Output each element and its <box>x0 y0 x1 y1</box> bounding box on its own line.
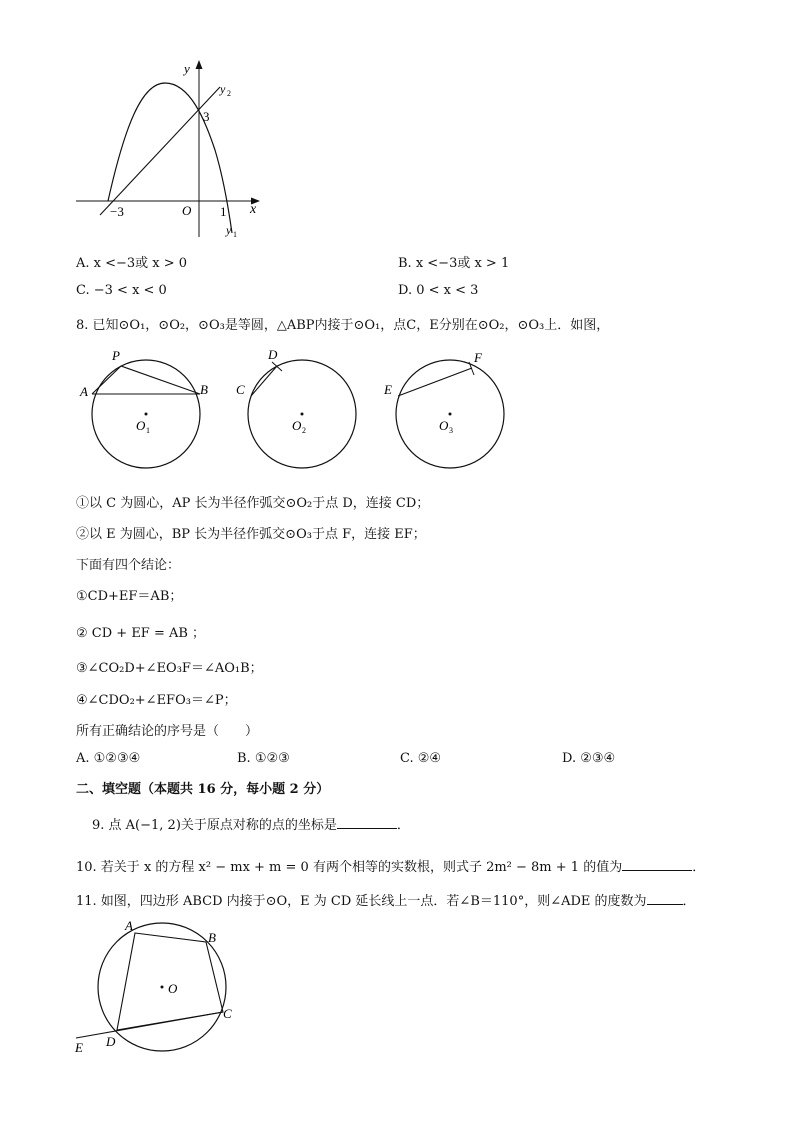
q11-text: 11. 如图，四边形 ABCD 内接于⊙O，E 为 CD 延长线上一点．若∠B＝110°，则∠ADE 的度数为 <box>76 894 647 909</box>
q9-text: 9. 点 A(−1, 2)关于原点对称的点的坐标是 <box>92 818 337 833</box>
q7-option-a: A. x <−3或 x > 0 <box>76 256 188 271</box>
point-a-label: A <box>80 384 88 399</box>
q7-option-b: B. x <−3或 x > 1 <box>398 256 510 271</box>
point-b-label: B <box>200 382 208 397</box>
q8-stem: 8. 已知⊙O₁，⊙O₂，⊙O₃是等圆，△ABP内接于⊙O₁，点C，E分别在⊙O₂，⊙O₃上．如图， <box>76 318 610 333</box>
q8-conclusion-3: ③∠CO₂D+∠EO₃F＝∠AO₁B； <box>76 661 263 676</box>
section-heading: 二、填空题（本题共 16 分，每小题 2 分） <box>76 782 330 797</box>
q11-answer-blank[interactable] <box>647 892 683 905</box>
point-c-label: C <box>223 1006 232 1021</box>
q10-line <box>76 856 705 875</box>
point-c-label: C <box>236 382 245 397</box>
q9-end: ． <box>396 818 410 833</box>
q11-line <box>76 890 696 909</box>
q10-text: 10. 若关于 x 的方程 x² − mx + m = 0 有两个相等的实数根，则式子 2m² − 8m + 1 的值为 <box>76 860 623 875</box>
y1-subscript: 1 <box>233 230 237 239</box>
point-e-label: E <box>384 382 392 397</box>
q8-figure <box>76 342 516 477</box>
y1-label: y <box>226 223 232 237</box>
q9-line <box>92 814 410 833</box>
point-d-label: D <box>106 1034 116 1049</box>
y2-subscript: 2 <box>227 89 231 98</box>
q8-conclusions-intro: 下面有四个结论： <box>76 558 181 573</box>
x-intercept-neg3-label: −3 <box>110 204 124 219</box>
center-o2-sub: 2 <box>302 426 306 435</box>
q8-ask: 所有正确结论的序号是（ ） <box>76 724 259 739</box>
y2-label: y <box>220 82 226 96</box>
q7-option-d: D. 0 < x < 3 <box>398 283 479 298</box>
q10-end: ． <box>692 860 706 875</box>
q11-figure <box>70 912 250 1062</box>
y-intercept-label: 3 <box>203 109 210 124</box>
q8-conclusion-1: ①CD+EF＝AB； <box>76 589 183 604</box>
origin-label: O <box>182 203 192 218</box>
q8-conclusion-4: ④∠CDO₂+∠EFO₃＝∠P； <box>76 693 237 708</box>
center-o-label: O <box>168 981 178 996</box>
q7-option-c: C. −3 < x < 0 <box>76 283 167 298</box>
q8-option-d: D. ②③④ <box>562 751 616 766</box>
x-axis-label: x <box>250 202 257 217</box>
q9-answer-blank[interactable] <box>337 816 397 829</box>
y-axis-label: y <box>184 61 190 76</box>
q8-step-2: ②以 E 为圆心，BP 长为半径作弧交⊙O₃于点 F，连接 EF； <box>76 527 426 542</box>
q8-step-1: ①以 C 为圆心，AP 长为半径作弧交⊙O₂于点 D，连接 CD； <box>76 496 430 511</box>
center-o1-label: O <box>136 418 146 433</box>
point-p-label: P <box>112 348 120 363</box>
point-b-label: B <box>208 930 216 945</box>
center-o3-sub: 3 <box>449 426 453 435</box>
q8-option-c: C. ②④ <box>400 751 442 766</box>
center-o3-label: O <box>439 418 449 433</box>
q11-end: ． <box>682 894 696 909</box>
center-o2-label: O <box>292 418 302 433</box>
q8-option-a: A. ①②③④ <box>76 751 141 766</box>
q8-option-b: B. ①②③ <box>237 751 290 766</box>
q8-conclusion-2: ② CD + EF = AB ； <box>76 626 206 641</box>
center-o1-sub: 1 <box>146 426 150 435</box>
point-a-label: A <box>125 918 133 933</box>
point-d-label: D <box>268 347 278 362</box>
q7-graph <box>70 55 270 245</box>
point-f-label: F <box>474 350 482 365</box>
point-e-label: E <box>75 1040 83 1055</box>
x-intercept-1-label: 1 <box>220 204 227 219</box>
q10-answer-blank[interactable] <box>622 858 692 871</box>
